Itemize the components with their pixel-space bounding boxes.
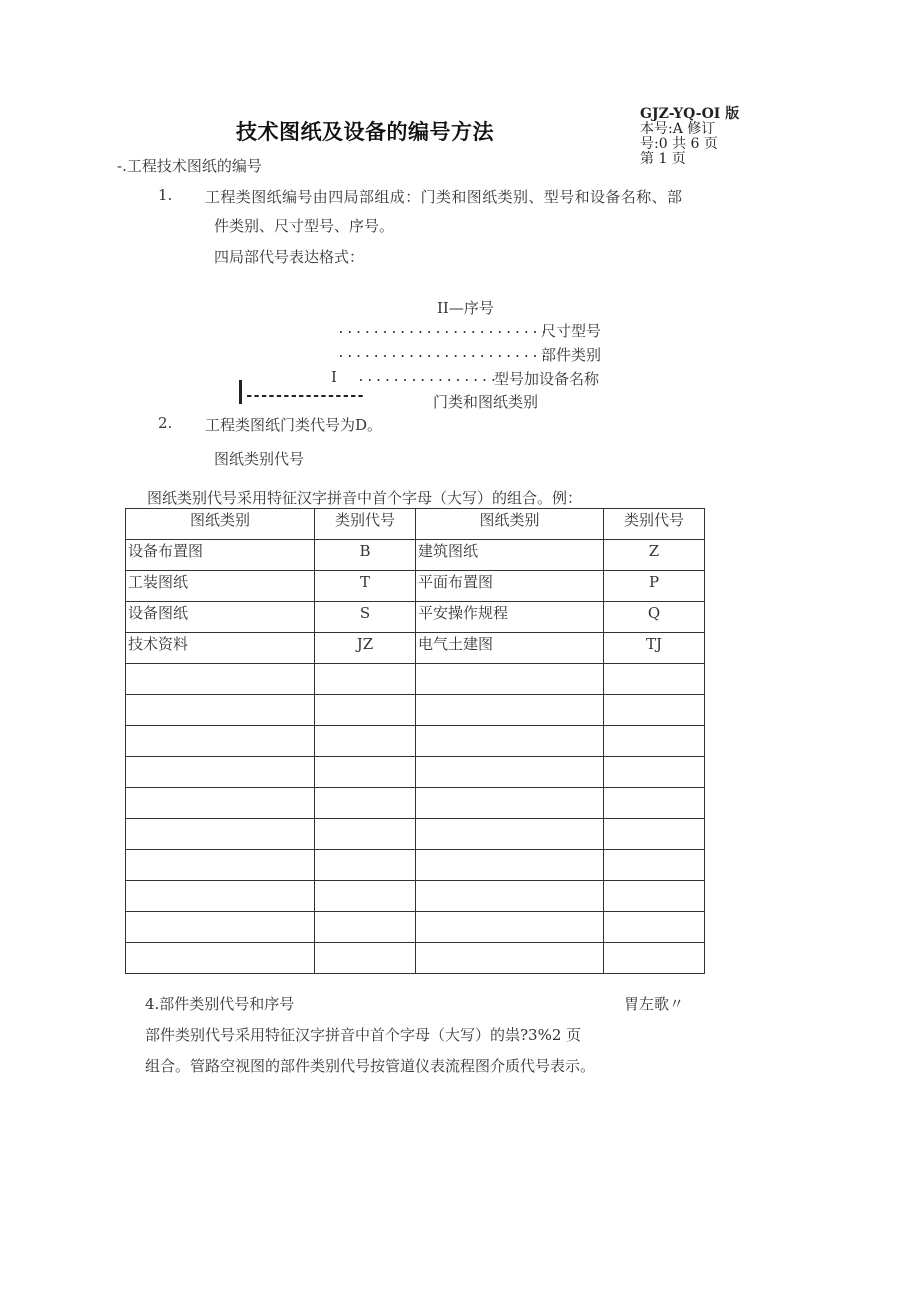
list-number: 2. (158, 414, 173, 432)
section-heading: -.工程技术图纸的编号 (117, 157, 262, 175)
table-cell (604, 695, 705, 726)
table-row (126, 912, 705, 943)
drawing-category-table (125, 508, 705, 974)
paragraph-text: 图纸类别代号采用特征汉字拼音中首个字母（大写）的组合。例： (147, 489, 583, 507)
table-cell (126, 788, 315, 819)
table-row (126, 695, 705, 726)
table-cell (416, 664, 604, 695)
diagram-leader-dashes: ---------------- (245, 388, 364, 404)
table-cell (126, 695, 315, 726)
table-row (126, 757, 705, 788)
table-cell: 设备图纸 (126, 602, 315, 633)
table-row (126, 540, 705, 571)
table-row (126, 788, 705, 819)
diagram-bracket-bar (239, 380, 242, 404)
table-cell (416, 788, 604, 819)
table-cell (126, 819, 315, 850)
diagram-size-label: 尺寸型号 (541, 322, 602, 340)
list-item-heading: 4.部件类别代号和序号 (145, 995, 295, 1013)
table-cell: 技术资料 (126, 633, 315, 664)
table-cell (604, 850, 705, 881)
diagram-leader-dots: ........................ (337, 346, 549, 361)
table-cell (604, 912, 705, 943)
paragraph-text: 工程类图纸门类代号为D。 (205, 416, 383, 434)
table-row (126, 602, 705, 633)
table-cell (604, 664, 705, 695)
table-cell (315, 912, 416, 943)
table-cell (604, 726, 705, 757)
table-cell (126, 881, 315, 912)
table-cell: TJ (604, 633, 705, 664)
table-cell: 设备布置图 (126, 540, 315, 571)
table-cell (126, 664, 315, 695)
header-meta-line: 第 1 页 (640, 151, 686, 167)
header-meta-line: 号:0 共 6 页 (640, 136, 718, 152)
table-cell: 建筑图纸 (416, 540, 604, 571)
table-header-cell: 类别代号 (315, 509, 416, 540)
table-cell: 电气土建图 (416, 633, 604, 664)
table-cell (416, 850, 604, 881)
table-cell (604, 819, 705, 850)
table-cell: T (315, 571, 416, 602)
table-cell (315, 788, 416, 819)
table-cell (416, 943, 604, 974)
table-cell: P (604, 571, 705, 602)
subheading: 图纸类别代号 (214, 450, 305, 468)
table-cell (126, 912, 315, 943)
table-row (126, 943, 705, 974)
table-cell (416, 695, 604, 726)
table-row (126, 726, 705, 757)
table-cell (315, 695, 416, 726)
table-row (126, 664, 705, 695)
table-cell (126, 943, 315, 974)
table-cell (126, 850, 315, 881)
table-cell (315, 850, 416, 881)
table-cell (315, 664, 416, 695)
table-cell (315, 726, 416, 757)
diagram-model-label: 型号加设备名称 (494, 370, 600, 388)
table-body (126, 509, 705, 974)
header-meta-line: GJZ-YQ-OI 版 (640, 106, 740, 122)
table-cell (315, 819, 416, 850)
list-number: 1. (158, 186, 173, 204)
table-cell (416, 912, 604, 943)
table-cell: 平面布置图 (416, 571, 604, 602)
table-cell: B (315, 540, 416, 571)
table-cell: Z (604, 540, 705, 571)
table-row (126, 571, 705, 602)
table-row (126, 819, 705, 850)
table-cell: S (315, 602, 416, 633)
table-cell (126, 726, 315, 757)
table-cell: Q (604, 602, 705, 633)
diagram-model-prefix: I (331, 368, 337, 386)
table-cell: JZ (315, 633, 416, 664)
table-header-cell: 类别代号 (604, 509, 705, 540)
table-row (126, 633, 705, 664)
diagram-leader-dots: ........................ (337, 322, 549, 337)
diagram-serial-label: II—序号 (437, 299, 494, 317)
paragraph-text: 工程类图纸编号由四局部组成：门类和图纸类别、型号和设备名称、部 (205, 188, 683, 206)
diagram-class-label: 门类和图纸类别 (433, 393, 539, 411)
table-cell (416, 881, 604, 912)
paragraph-text: 件类别、尺寸型号、序号。 (214, 217, 395, 235)
table-row (126, 881, 705, 912)
diagram-part-label: 部件类别 (541, 346, 602, 364)
paragraph-text: 四局部代号表达格式： (214, 248, 365, 266)
paragraph-text: 组合。管路空视图的部件类别代号按管道仪表流程图介质代号表示。 (145, 1057, 596, 1075)
table-cell: 工装图纸 (126, 571, 315, 602)
paragraph-text: 部件类别代号采用特征汉字拼音中首个字母（大写）的祟?3%2 页 (145, 1026, 582, 1044)
table-cell (604, 788, 705, 819)
table-cell (416, 726, 604, 757)
table-cell (604, 757, 705, 788)
table-header-cell: 图纸类别 (126, 509, 315, 540)
table-cell (315, 943, 416, 974)
table-cell (315, 881, 416, 912)
table-cell (604, 943, 705, 974)
table-cell: 平安操作规程 (416, 602, 604, 633)
table-header-row (126, 509, 705, 540)
diagram-leader-dots: ................ (357, 370, 499, 385)
table-cell (315, 757, 416, 788)
page-title: 技术图纸及设备的编号方法 (236, 120, 494, 144)
table-cell (416, 819, 604, 850)
table-row (126, 850, 705, 881)
table-header-cell: 图纸类别 (416, 509, 604, 540)
table-cell (604, 881, 705, 912)
table-cell (416, 757, 604, 788)
header-meta-line: 本号:A 修订 (640, 121, 716, 137)
margin-note: 胃左歌〃 (624, 995, 685, 1013)
table-cell (126, 757, 315, 788)
